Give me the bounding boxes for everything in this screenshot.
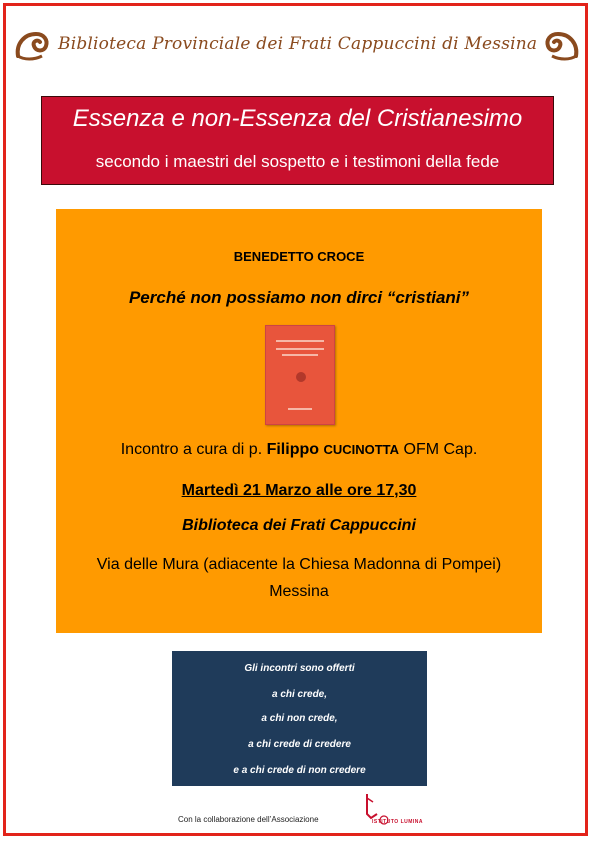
event-address: Via delle Mura (adiacente la Chiesa Madonna di Pompei) bbox=[96, 556, 502, 573]
curator-last-name: CUCINOTTA bbox=[323, 442, 400, 457]
author-name: BENEDETTO CROCE bbox=[233, 249, 365, 264]
library-name: Biblioteca Provinciale dei Frati Cappuccini di Messina bbox=[58, 34, 538, 54]
series-subtitle: secondo i maestri del sospetto e i testimoni della fede bbox=[95, 152, 500, 171]
book-cover-image bbox=[265, 325, 335, 425]
curator-line bbox=[56, 441, 542, 459]
book-title: Perché non possiamo non dirci “cristiani” bbox=[128, 288, 470, 307]
offer-panel bbox=[172, 651, 427, 786]
offer-line: e a chi crede di non credere bbox=[233, 765, 366, 776]
title-banner bbox=[41, 96, 554, 185]
collaboration-note: Con la collaborazione dell’Associazione bbox=[178, 815, 319, 824]
ornament-icon bbox=[14, 28, 50, 64]
association-logo-text: ISTITUTO LUMINA bbox=[372, 819, 424, 825]
event-city: Messina bbox=[269, 583, 329, 600]
header bbox=[14, 24, 580, 70]
event-panel bbox=[56, 209, 542, 633]
series-title: Essenza e non-Essenza del Cristianesimo bbox=[72, 105, 523, 132]
event-venue: Biblioteca dei Frati Cappuccini bbox=[182, 517, 416, 534]
offer-line: a chi crede, bbox=[271, 689, 328, 700]
curator-suffix: OFM Cap. bbox=[399, 441, 478, 458]
curator-prefix: Incontro a cura di p. bbox=[120, 441, 267, 458]
offer-line: a chi non crede, bbox=[261, 713, 338, 724]
offer-line: a chi crede di credere bbox=[248, 739, 351, 750]
curator-first-name: Filippo bbox=[266, 441, 324, 458]
offer-line: Gli incontri sono offerti bbox=[244, 663, 355, 674]
event-date: Martedì 21 Marzo alle ore 17,30 bbox=[181, 482, 417, 499]
ornament-icon bbox=[544, 28, 580, 64]
